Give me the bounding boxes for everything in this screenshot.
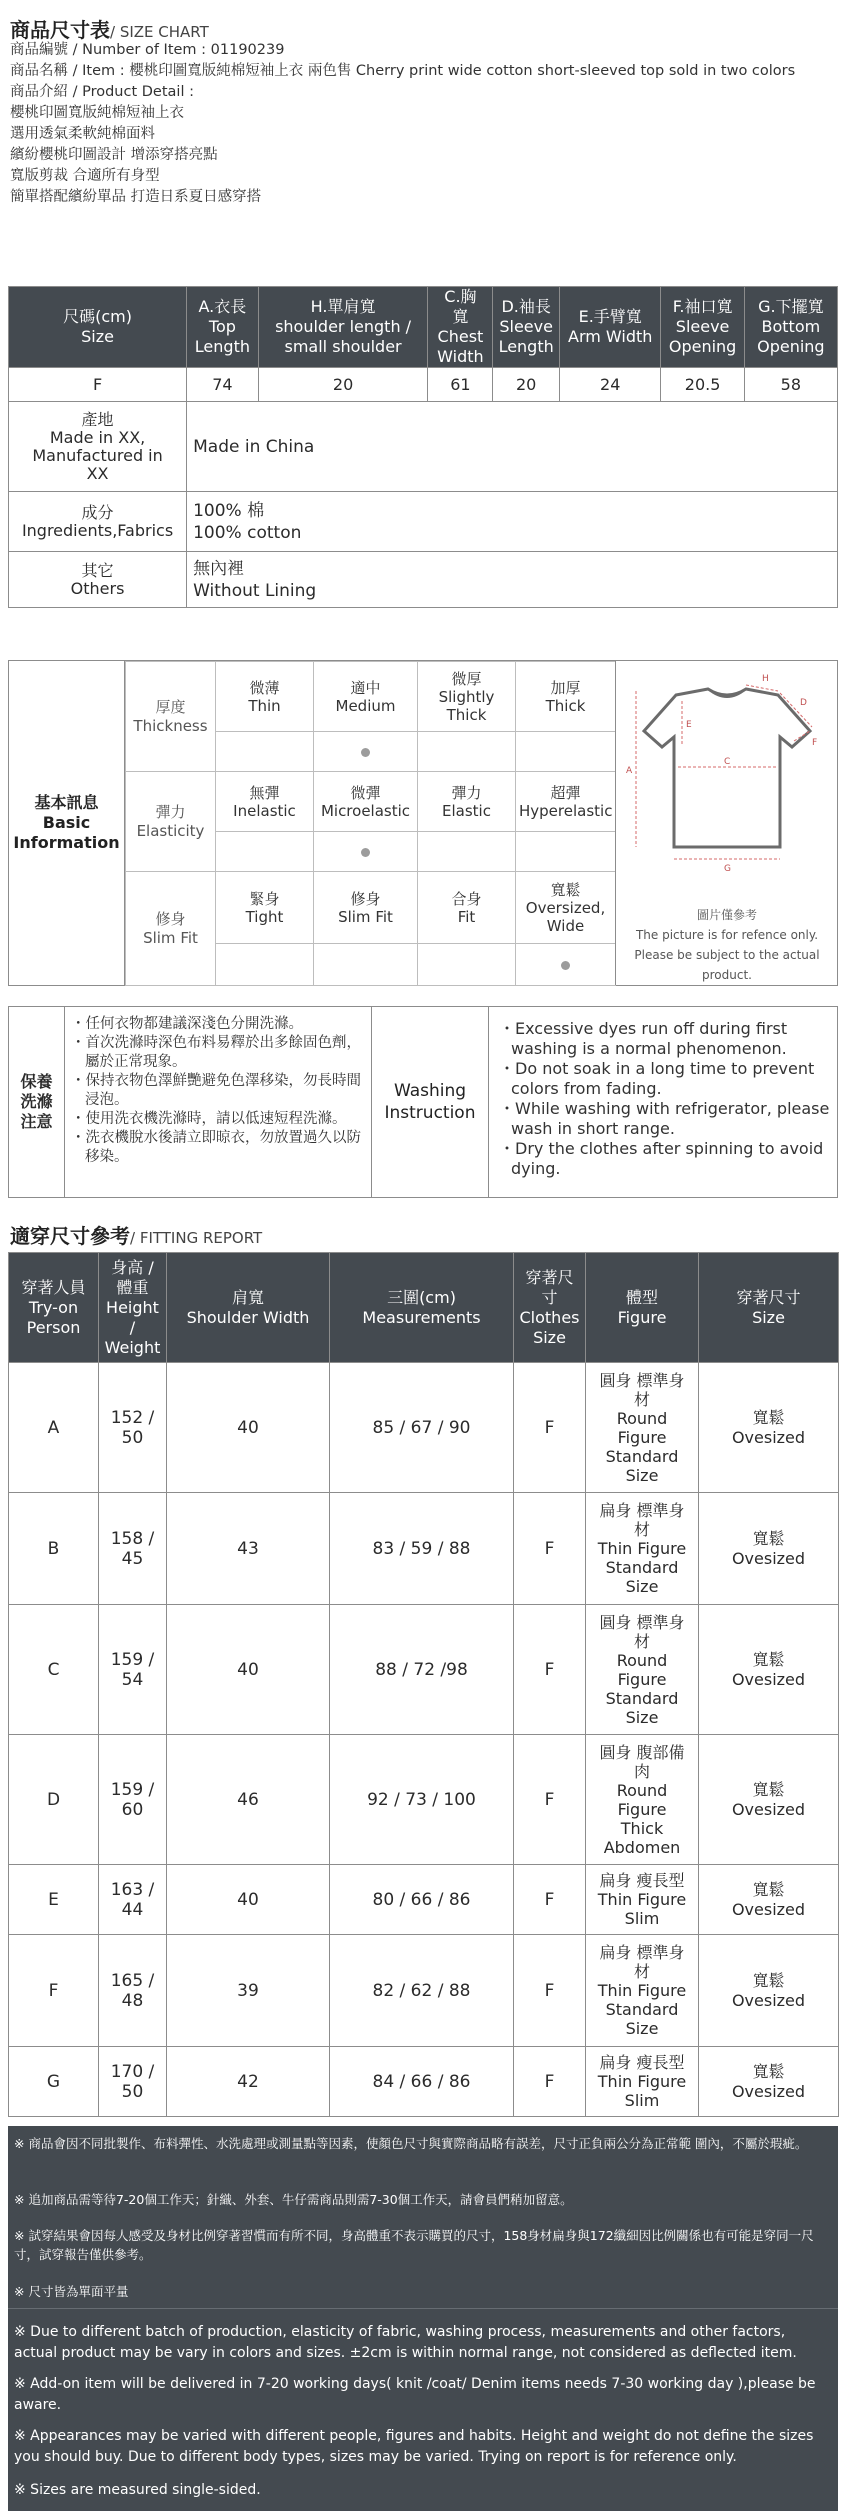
fitting-wear-size: 寬鬆 Ovesized bbox=[699, 1735, 839, 1865]
garment-diagram bbox=[615, 661, 837, 985]
fitting-row bbox=[9, 1363, 839, 1493]
fitting-height-weight: 158 / 45 bbox=[99, 1493, 167, 1605]
fitting-person: A bbox=[9, 1363, 99, 1493]
size-table bbox=[8, 286, 838, 608]
size-cell: 24 bbox=[559, 368, 661, 402]
notes-panel bbox=[8, 2126, 838, 2511]
tshirt-outline bbox=[644, 689, 810, 847]
thickness-label: 厚度 Thickness bbox=[126, 662, 216, 772]
selected-dot-icon bbox=[561, 961, 570, 970]
option-label: 微薄 Thin bbox=[216, 662, 314, 732]
fitting-figure: 扁身 瘦長型 Thin Figure Slim bbox=[586, 1865, 699, 1935]
size-header-cell: H.單肩寬 shoulder length / small shoulder bbox=[258, 287, 428, 368]
title-en: / SIZE CHART bbox=[110, 23, 209, 41]
option-label: 加厚 Thick bbox=[516, 662, 616, 732]
washing-title-zh: 保養 洗滌 注意 bbox=[9, 1007, 65, 1197]
fitting-wear-size: 寬鬆 Ovesized bbox=[699, 1493, 839, 1605]
option-label: 修身 Slim Fit bbox=[314, 872, 418, 944]
fitting-header-cell: 穿著人員 Try-on Person bbox=[9, 1253, 99, 1363]
option-label: 適中 Medium bbox=[314, 662, 418, 732]
origin-label: 產地 Made in XX, Manufactured in XX bbox=[9, 402, 187, 492]
fitting-title-zh: 適穿尺寸參考 bbox=[10, 1224, 130, 1248]
title-zh: 商品尺寸表 bbox=[10, 18, 110, 42]
selected-dot-icon bbox=[361, 748, 370, 757]
size-cell: 20 bbox=[258, 368, 428, 402]
fitting-height-weight: 163 / 44 bbox=[99, 1865, 167, 1935]
fitting-shoulder: 42 bbox=[167, 2047, 330, 2117]
fitting-height-weight: 152 / 50 bbox=[99, 1363, 167, 1493]
fitting-size: F bbox=[514, 1865, 586, 1935]
ingredients-row bbox=[9, 492, 838, 552]
size-header-cell: G.下擺寬 Bottom Opening bbox=[744, 287, 837, 368]
note-zh: ※ 追加商品需等待7-20個工作天；針織、外套、牛仔需商品則需7-30個工作天，請會員們稍加留意。 bbox=[14, 2192, 573, 2207]
size-chart-title bbox=[10, 14, 209, 43]
fitting-measurements: 83 / 59 / 88 bbox=[330, 1493, 514, 1605]
note-en: ※ Due to different batch of production, elasticity of fabric, washing process, measurements and other factors, actual product may be vary in colors and sizes. ±2cm is within normal range, not considered as deflected item. bbox=[14, 2324, 797, 2361]
option-marker bbox=[418, 832, 516, 872]
size-cell: 58 bbox=[744, 368, 837, 402]
fitting-wear-size: 寬鬆 Ovesized bbox=[699, 1935, 839, 2047]
diagram-letter: F bbox=[812, 738, 818, 748]
fitting-shoulder: 40 bbox=[167, 1865, 330, 1935]
fitting-measurements: 92 / 73 / 100 bbox=[330, 1735, 514, 1865]
fitting-header-cell: 肩寬 Shoulder Width bbox=[167, 1253, 330, 1363]
fitting-height-weight: 159 / 54 bbox=[99, 1605, 167, 1735]
size-header-cell: F.袖口寬 Sleeve Opening bbox=[661, 287, 744, 368]
note-en: ※ Add-on item will be delivered in 7-20 working days( knit /coat/ Denim items needs 7-30 working day ),please be aware. bbox=[14, 2376, 816, 2413]
size-cell: 61 bbox=[428, 368, 493, 402]
fitting-title bbox=[10, 1220, 262, 1249]
fitting-height-weight: 159 / 60 bbox=[99, 1735, 167, 1865]
ingredients-label: 成分 Ingredients,Fabrics bbox=[9, 492, 187, 552]
washing-zh-item: ・使用洗衣機洗滌時，請以低速短程洗滌。 bbox=[71, 1111, 347, 1127]
fitting-row bbox=[9, 1865, 839, 1935]
detail-line: 簡單搭配繽紛單品 打造日系夏日感穿搭 bbox=[10, 189, 262, 205]
size-header-cell: D.袖長 Sleeve Length bbox=[493, 287, 560, 368]
diagram-letter: E bbox=[686, 720, 692, 730]
option-marker bbox=[216, 732, 314, 772]
fitting-header-cell: 穿著尺寸 Size bbox=[699, 1253, 839, 1363]
fitting-size: F bbox=[514, 2047, 586, 2117]
fitting-title-en: / FITTING REPORT bbox=[130, 1229, 263, 1247]
fitting-measurements: 88 / 72 /98 bbox=[330, 1605, 514, 1735]
fitting-row bbox=[9, 1735, 839, 1865]
basic-info-title: 基本訊息 Basic Information bbox=[9, 661, 125, 985]
size-cell: F bbox=[9, 368, 187, 402]
washing-zh-item: ・任何衣物都建議深淺色分開洗滌。 bbox=[71, 1016, 303, 1032]
fitting-person: F bbox=[9, 1935, 99, 2047]
elasticity-label: 彈力 Elasticity bbox=[126, 772, 216, 872]
fitting-shoulder: 39 bbox=[167, 1935, 330, 2047]
selected-dot-icon bbox=[361, 848, 370, 857]
fitting-height-weight: 170 / 50 bbox=[99, 2047, 167, 2117]
diagram-letter: A bbox=[626, 766, 633, 776]
size-row bbox=[9, 368, 838, 402]
fitting-size: F bbox=[514, 1363, 586, 1493]
fitting-person: B bbox=[9, 1493, 99, 1605]
basic-info-grid bbox=[125, 661, 615, 986]
fitting-header-cell: 三圍(cm) Measurements bbox=[330, 1253, 514, 1363]
origin-row bbox=[9, 402, 838, 492]
option-marker bbox=[314, 832, 418, 872]
fitting-person: C bbox=[9, 1605, 99, 1735]
detail-heading: 商品介紹 / Product Detail : bbox=[10, 84, 194, 100]
fitting-shoulder: 40 bbox=[167, 1363, 330, 1493]
washing-zh-item: ・首次洗滌時深色布料易釋於出多餘固色劑，屬於正常現象。 bbox=[71, 1035, 361, 1070]
option-label: 緊身 Tight bbox=[216, 872, 314, 944]
fitting-measurements: 82 / 62 / 88 bbox=[330, 1935, 514, 2047]
fitting-wear-size: 寬鬆 Ovesized bbox=[699, 1363, 839, 1493]
option-marker bbox=[216, 832, 314, 872]
detail-line: 寬版剪裁 合適所有身型 bbox=[10, 168, 160, 184]
diagram-letter: H bbox=[762, 674, 769, 684]
slim-fit-label: 修身 Slim Fit bbox=[126, 872, 216, 986]
fitting-size: F bbox=[514, 1735, 586, 1865]
option-marker bbox=[216, 944, 314, 986]
option-label: 彈力 Elastic bbox=[418, 772, 516, 832]
detail-line: 選用透氣柔軟純棉面料 bbox=[10, 126, 155, 142]
fitting-size: F bbox=[514, 1605, 586, 1735]
washing-en-item: ・Dry the clothes after spinning to avoid dying. bbox=[499, 1139, 824, 1178]
fitting-measurements: 80 / 66 / 86 bbox=[330, 1865, 514, 1935]
washing-en-item: ・While washing with refrigerator, please wash in short range. bbox=[499, 1099, 830, 1138]
fitting-row bbox=[9, 1605, 839, 1735]
origin-value: Made in China bbox=[187, 402, 838, 492]
option-label: 超彈 Hyperelastic bbox=[516, 772, 616, 832]
fitting-size: F bbox=[514, 1935, 586, 2047]
size-table-header bbox=[9, 287, 838, 368]
note-zh: ※ 試穿結果會因每人感受及身材比例穿著習慣而有所不同，身高體重不表示購買的尺寸，158身材扁身與172纖細因比例關係也有可能是穿同一尺寸，試穿報告僅供參考。 bbox=[14, 2228, 814, 2262]
notes-divider bbox=[8, 2308, 838, 2309]
fitting-figure: 扁身 瘦長型 Thin Figure Slim bbox=[586, 2047, 699, 2117]
option-label: 合身 Fit bbox=[418, 872, 516, 944]
size-header-cell: 尺碼(cm) Size bbox=[9, 287, 187, 368]
note-zh: ※ 商品會因不同批製作、布料彈性、水洗處理或測量點等因素，使顏色尺寸與實際商品略有誤差，尺寸正負兩公分為正常範 圍內，不屬於瑕疵。 bbox=[14, 2136, 808, 2151]
option-marker bbox=[418, 732, 516, 772]
washing-zh-item: ・保持衣物色澤鮮艷避免色澤移染，勿長時間浸泡。 bbox=[71, 1073, 361, 1108]
item-name: 商品名稱 / Item : 櫻桃印圖寬版純棉短袖上衣 兩色售 Cherry print wide cotton short-sleeved top sold in two colors bbox=[10, 63, 796, 79]
diagram-letter: C bbox=[724, 757, 731, 767]
product-info bbox=[10, 40, 830, 208]
fitting-figure: 扁身 標準身 材 Thin Figure Standard Size bbox=[586, 1493, 699, 1605]
size-header-cell: A.衣長 Top Length bbox=[187, 287, 259, 368]
others-label: 其它 Others bbox=[9, 552, 187, 608]
fitting-header bbox=[9, 1253, 839, 1363]
fitting-figure: 圓身 腹部備 肉 Round Figure Thick Abdomen bbox=[586, 1735, 699, 1865]
option-marker bbox=[314, 944, 418, 986]
fitting-person: D bbox=[9, 1735, 99, 1865]
fitting-row bbox=[9, 2047, 839, 2117]
note-en: ※ Appearances may be varied with different people, figures and habits. Height and weight do not define the sizes you should buy. Due to different body types, sizes may be varied. Trying on report is for reference only. bbox=[14, 2428, 814, 2465]
washing-panel bbox=[8, 1006, 838, 1198]
fitting-header-cell: 體型 Figure bbox=[586, 1253, 699, 1363]
fitting-measurements: 85 / 67 / 90 bbox=[330, 1363, 514, 1493]
option-marker bbox=[516, 832, 616, 872]
option-label: 寬鬆 Oversized, Wide bbox=[516, 872, 616, 944]
size-cell: 20.5 bbox=[661, 368, 744, 402]
note-en: ※ Sizes are measured single-sided. bbox=[14, 2482, 261, 2498]
others-row bbox=[9, 552, 838, 608]
option-label: 微厚 Slightly Thick bbox=[418, 662, 516, 732]
option-marker bbox=[516, 732, 616, 772]
washing-en-item: ・Do not soak in a long time to prevent colors from fading. bbox=[499, 1059, 815, 1098]
ingredients-value: 100% 棉 100% cotton bbox=[187, 492, 838, 552]
fitting-person: E bbox=[9, 1865, 99, 1935]
fitting-shoulder: 46 bbox=[167, 1735, 330, 1865]
option-marker bbox=[314, 732, 418, 772]
fitting-shoulder: 40 bbox=[167, 1605, 330, 1735]
basic-info-table bbox=[125, 661, 616, 986]
fitting-shoulder: 43 bbox=[167, 1493, 330, 1605]
fitting-wear-size: 寬鬆 Ovesized bbox=[699, 1605, 839, 1735]
option-marker bbox=[418, 944, 516, 986]
fitting-figure: 圓身 標準身 材 Round Figure Standard Size bbox=[586, 1605, 699, 1735]
fitting-wear-size: 寬鬆 Ovesized bbox=[699, 2047, 839, 2117]
fitting-person: G bbox=[9, 2047, 99, 2117]
detail-line: 櫻桃印圖寬版純棉短袖上衣 bbox=[10, 105, 184, 121]
fitting-rows bbox=[9, 1363, 839, 2117]
size-header-cell: E.手臂寬 Arm Width bbox=[559, 287, 661, 368]
washing-title-en: Washing Instruction bbox=[371, 1007, 489, 1197]
size-header-cell: C.胸 寬 Chest Width bbox=[428, 287, 493, 368]
fitting-header-cell: 身高 / 體重 Height / Weight bbox=[99, 1253, 167, 1363]
note-zh: ※ 尺寸皆為單面平量 bbox=[14, 2284, 129, 2299]
washing-zh-item: ・洗衣機脫水後請立即晾衣，勿放置過久以防移染。 bbox=[71, 1130, 361, 1165]
diagram-letter: G bbox=[724, 864, 731, 874]
option-marker bbox=[516, 944, 616, 986]
fitting-header-cell: 穿著尺 寸 Clothes Size bbox=[514, 1253, 586, 1363]
fitting-table bbox=[8, 1252, 839, 2117]
fitting-figure: 圓身 標準身 材 Round Figure Standard Size bbox=[586, 1363, 699, 1493]
option-label: 無彈 Inelastic bbox=[216, 772, 314, 832]
diagram-letter: D bbox=[800, 698, 807, 708]
fitting-height-weight: 165 / 48 bbox=[99, 1935, 167, 2047]
fitting-size: F bbox=[514, 1493, 586, 1605]
washing-zh-list bbox=[71, 1015, 371, 1167]
basic-info-panel bbox=[8, 660, 838, 986]
detail-line: 繽紛櫻桃印圖設計 增添穿搭亮點 bbox=[10, 147, 218, 163]
fitting-row bbox=[9, 1493, 839, 1605]
washing-en-list bbox=[499, 1019, 835, 1179]
others-value: 無內裡 Without Lining bbox=[187, 552, 838, 608]
size-cell: 20 bbox=[493, 368, 560, 402]
figure-caption: 圖片僅參考 The picture is for refence only. Please be subject to the actual product. bbox=[634, 908, 820, 982]
washing-en-item: ・Excessive dyes run off during first washing is a normal phenomenon. bbox=[499, 1019, 788, 1058]
fitting-figure: 扁身 標準身 材 Thin Figure Standard Size bbox=[586, 1935, 699, 2047]
size-cell: 74 bbox=[187, 368, 259, 402]
item-number: 商品編號 / Number of Item : 01190239 bbox=[10, 42, 285, 58]
option-label: 微彈 Microelastic bbox=[314, 772, 418, 832]
fitting-wear-size: 寬鬆 Ovesized bbox=[699, 1865, 839, 1935]
fitting-row bbox=[9, 1935, 839, 2047]
tshirt-measurement-diagram bbox=[616, 661, 838, 905]
fitting-measurements: 84 / 66 / 86 bbox=[330, 2047, 514, 2117]
